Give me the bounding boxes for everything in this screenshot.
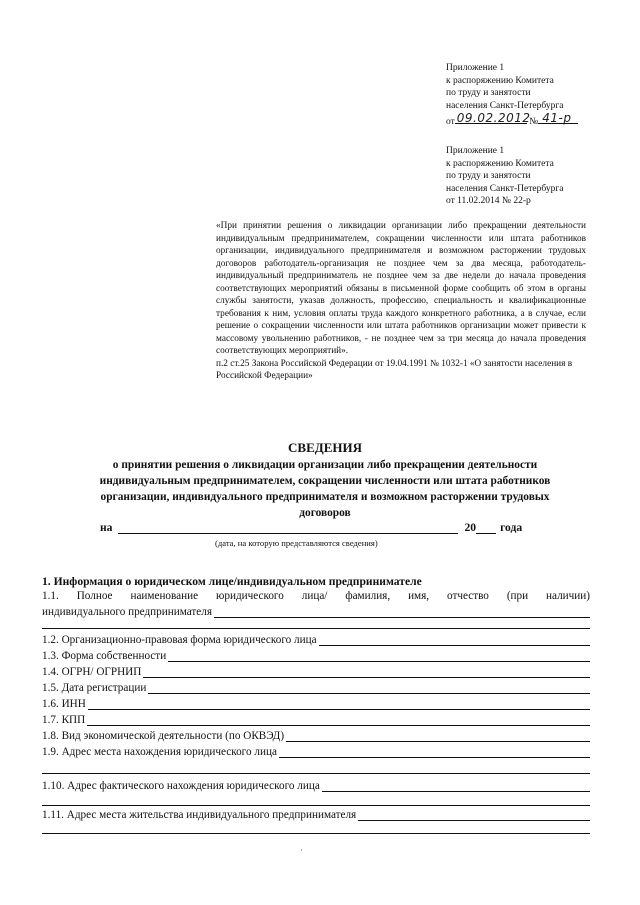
item-1-3-label: 1.3. Форма собственности — [42, 650, 167, 662]
item-1-6 — [42, 698, 590, 710]
appendix-new-line2: к распоряжению Комитета — [446, 158, 554, 169]
handwritten-number: 41-р — [542, 110, 572, 125]
item-1-11-extra-line[interactable] — [42, 833, 590, 834]
item-1-7 — [42, 714, 590, 726]
handwritten-date: 09.02.2012 — [456, 110, 531, 125]
document-subtitle — [62, 457, 588, 521]
item-1-11 — [42, 809, 590, 821]
number-prefix: № — [529, 117, 539, 128]
item-1-2-label: 1.2. Организационно-правовая форма юридического лица — [42, 634, 317, 646]
report-year-field[interactable] — [476, 522, 496, 534]
item-1-11-field[interactable] — [358, 809, 590, 821]
item-1-3-field[interactable] — [168, 650, 590, 662]
item-1-4 — [42, 666, 590, 678]
item-1-5-label: 1.5. Дата регистрации — [42, 682, 147, 694]
item-1-9-extra-line[interactable] — [42, 773, 590, 774]
item-1-1-line2 — [42, 606, 590, 618]
quote-source: п.2 ст.25 Закона Российской Федерации от 19.04.1991 № 1032-1 «О занятости населения в Российской Федерации» — [216, 358, 573, 381]
section1-title: 1. Информация о юридическом лице/индивидуальном предпринимателе — [42, 575, 422, 588]
appendix-old-line3: по труду и занятости — [446, 88, 531, 99]
year-suffix-label: года — [500, 521, 523, 534]
handwritten-date-field — [455, 110, 531, 125]
item-1-9-label: 1.9. Адрес места нахождения юридического лица — [42, 746, 277, 758]
report-date-field[interactable] — [118, 522, 458, 534]
item-1-10 — [42, 780, 590, 792]
appendix-new-line1: Приложение 1 — [446, 146, 505, 156]
item-1-8-field[interactable] — [286, 730, 590, 742]
item-1-10-field[interactable] — [322, 780, 590, 792]
item-1-2 — [42, 634, 590, 646]
date-prefix-label: на — [100, 521, 113, 534]
law-quote — [216, 220, 586, 383]
item-1-6-label: 1.6. ИНН — [42, 698, 86, 710]
date-caption: (дата, на которую представляются сведения) — [215, 538, 378, 548]
subtitle-line1: о принятии решения о ликвидации организации либо прекращении деятельности — [112, 459, 538, 471]
appendix-new-line4: населения Санкт-Петербурга — [446, 183, 564, 194]
item-1-5 — [42, 682, 590, 694]
appendix-old-line4: населения Санкт-Петербурга — [446, 100, 564, 111]
item-1-1-label: индивидуального предпринимателя — [42, 606, 212, 618]
appendix-new-line3: по труду и занятости — [446, 171, 531, 182]
scan-mark: · — [300, 845, 303, 855]
item-1-9-field[interactable] — [279, 746, 590, 758]
item-1-11-label: 1.11. Адрес места жительства индивидуального предпринимателя — [42, 809, 357, 821]
subtitle-line4: договоров — [299, 507, 351, 519]
item-1-1-line1: 1.1. Полное наименование юридического лица/ фамилия, имя, отчество (при наличии) — [42, 590, 590, 602]
item-1-1-field[interactable] — [214, 606, 590, 618]
year-prefix-label: 20 — [464, 521, 477, 534]
item-1-4-label: 1.4. ОГРН/ ОГРНИП — [42, 666, 142, 678]
handwritten-number-field — [538, 112, 578, 124]
item-1-1-extra-line[interactable] — [42, 628, 590, 629]
appendix-new-line5: от 11.02.2014 № 22-р — [446, 196, 531, 207]
item-1-3 — [42, 650, 590, 662]
date-prefix: от — [446, 117, 455, 128]
item-1-5-field[interactable] — [148, 682, 590, 694]
quote-text: «При принятии решения о ликвидации организации либо прекращении деятельности индивидуальным предпринимателем, сокращении численности или штата работников организации, индивидуального предпринимателя и возможном расторжении трудовых договоров работодатель-организация не позднее чем за два месяца, работодатель- индивидуальный предприниматель не позднее чем за две недели до начала проведения соответствующих мероприятий обязаны в письменной форме сообщить об этом в органы службы занятости, указав должность, профессию, специальность и квалификационные требования к ним, условия оплаты труда каждого конкретного работника, а в случае, если решение о сокращении численности или штата работников организации может привести к массовому увольнению работников, - не позднее чем за три месяца до начала проведения соответствующих мероприятий». — [216, 221, 586, 356]
item-1-7-label: 1.7. КПП — [42, 714, 86, 726]
item-1-8-label: 1.8. Вид экономической деятельности (по ОКВЭД) — [42, 730, 285, 742]
item-1-4-field[interactable] — [143, 666, 590, 678]
appendix-old-header — [446, 62, 626, 129]
document-title: СВЕДЕНИЯ — [288, 440, 362, 455]
item-1-10-label: 1.10. Адрес фактического нахождения юридического лица — [42, 780, 320, 792]
item-1-9 — [42, 746, 590, 758]
report-date-row — [100, 521, 560, 534]
item-1-6-field[interactable] — [88, 698, 590, 710]
appendix-new-header — [446, 145, 626, 208]
appendix-old-date-line — [446, 112, 626, 129]
appendix-old-line2: к распоряжению Комитета — [446, 75, 554, 86]
item-1-7-field[interactable] — [87, 714, 590, 726]
item-1-8 — [42, 730, 590, 742]
appendix-old-line1: Приложение 1 — [446, 63, 505, 73]
item-1-2-field[interactable] — [319, 634, 590, 646]
subtitle-line3: организации, индивидуального предпринимателя и возможном расторжении трудовых — [100, 491, 550, 503]
subtitle-line2: индивидуальным предпринимателем, сокращении численности или штата работников — [99, 475, 551, 487]
item-1-10-extra-line[interactable] — [42, 805, 590, 806]
